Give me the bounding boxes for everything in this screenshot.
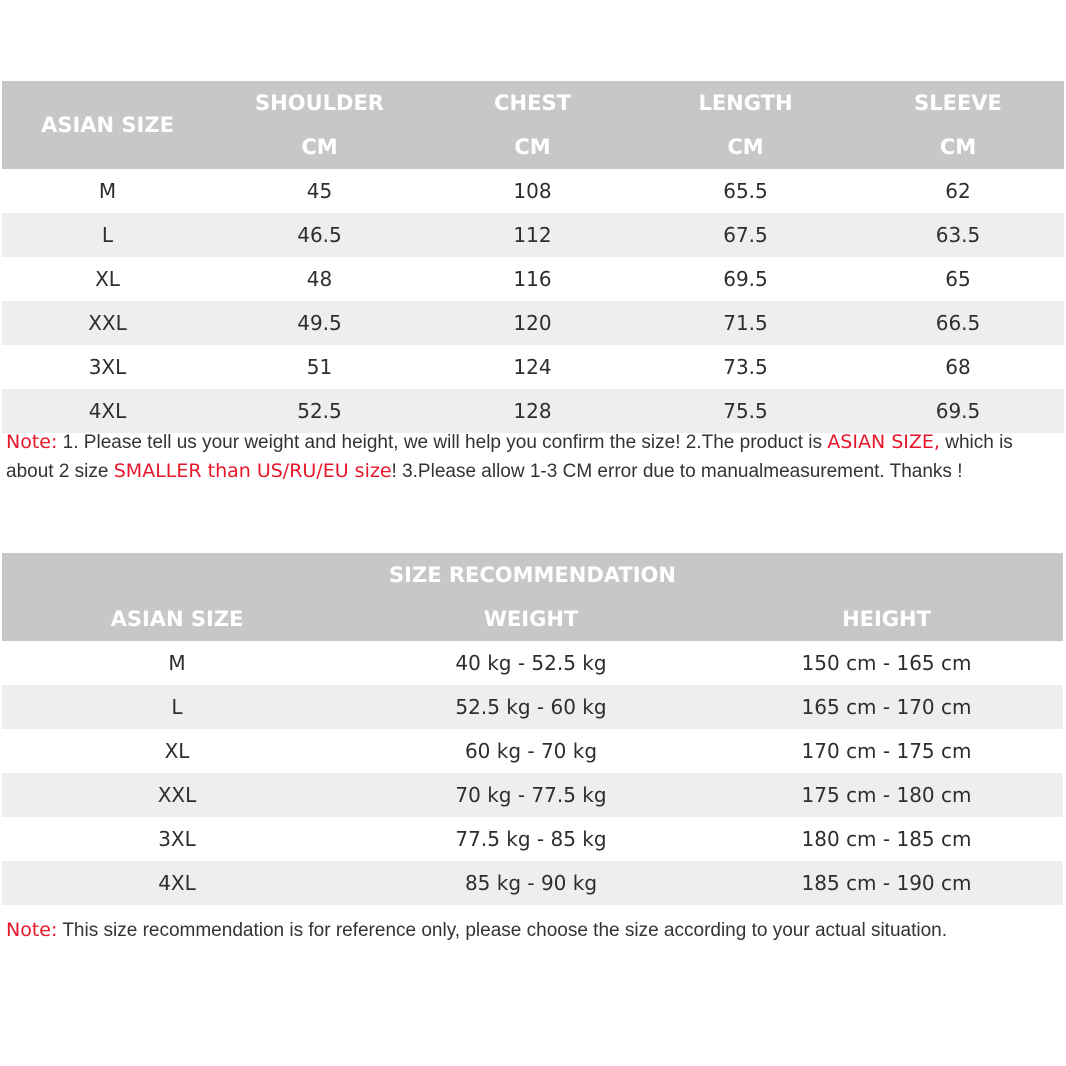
cell-shoulder: 45 [306, 179, 333, 203]
cell-shoulder: 48 [306, 267, 333, 291]
cell-height: 175 cm - 180 cm [710, 773, 1063, 817]
cell-shoulder: 49.5 [213, 301, 426, 345]
cell-length: 71.5 [639, 301, 852, 345]
cell-length: 67.5 [639, 213, 852, 257]
header-unit: CM [213, 125, 426, 169]
table-row [2, 301, 1064, 345]
cell-weight: 77.5 kg - 85 kg [455, 827, 607, 851]
cell-chest: 112 [426, 213, 639, 257]
cell-height: 165 cm - 170 cm [710, 685, 1063, 729]
cell-size: XL [164, 739, 190, 763]
cell-length: 73.5 [723, 355, 768, 379]
cell-chest: 120 [426, 301, 639, 345]
table-row [2, 389, 1064, 433]
cell-height: 180 cm - 185 cm [801, 827, 972, 851]
cell-size: XXL [2, 301, 213, 345]
cell-length: 65.5 [723, 179, 768, 203]
size-chart-table [2, 81, 1064, 433]
note-text: 1. Please tell us your weight and height, we will help you confirm the size! 2.The product is [57, 432, 828, 453]
note-label: Note: [6, 431, 58, 453]
size-chart-body [2, 169, 1064, 433]
table-row [2, 729, 1063, 773]
table-row [2, 817, 1063, 861]
note-label: Note: [6, 919, 58, 941]
cell-size: XXL [2, 773, 352, 817]
cell-length: 75.5 [639, 389, 852, 433]
recommendation-header [2, 553, 1063, 641]
cell-size: M [168, 651, 186, 675]
cell-size: L [2, 685, 352, 729]
cell-size: L [2, 213, 213, 257]
recommendation-body [2, 641, 1063, 905]
cell-size: 3XL [158, 827, 196, 851]
note-text: ! 3.Please allow 1-3 CM error due to manualmeasurement. Thanks ! [391, 461, 963, 482]
cell-shoulder: 51 [306, 355, 333, 379]
cell-weight: 85 kg - 90 kg [352, 861, 710, 905]
note-text: This size recommendation is for reference only, please choose the size according to your actual situation. [57, 920, 947, 941]
cell-sleeve: 62 [945, 179, 971, 203]
cell-size: 4XL [2, 861, 352, 905]
cell-sleeve: 63.5 [852, 213, 1064, 257]
header-shoulder: SHOULDER [213, 81, 426, 125]
cell-shoulder: 46.5 [213, 213, 426, 257]
cell-sleeve: 68 [945, 355, 971, 379]
table-row [2, 861, 1063, 905]
cell-sleeve: 65 [945, 267, 971, 291]
cell-size: M [98, 179, 117, 203]
cell-size: 4XL [2, 389, 213, 433]
table-row [2, 685, 1063, 729]
cell-height: 185 cm - 190 cm [710, 861, 1063, 905]
recommendation-note [6, 916, 1056, 945]
cell-length: 69.5 [723, 267, 768, 291]
cell-sleeve: 69.5 [852, 389, 1064, 433]
cell-chest: 124 [513, 355, 552, 379]
note-text: which is about 2 size [6, 432, 1013, 482]
header-height: HEIGHT [710, 597, 1063, 641]
cell-height: 150 cm - 165 cm [801, 651, 972, 675]
header-weight: WEIGHT [352, 597, 710, 641]
size-chart-header [2, 81, 1064, 169]
table-row [2, 641, 1063, 685]
header-unit: CM [426, 125, 639, 169]
cell-sleeve: 66.5 [852, 301, 1064, 345]
cell-weight: 60 kg - 70 kg [464, 739, 598, 763]
header-unit: CM [852, 125, 1064, 169]
size-recommendation-table [2, 553, 1063, 905]
header-length: LENGTH [639, 81, 852, 125]
cell-weight: 70 kg - 77.5 kg [352, 773, 710, 817]
recommendation-title: SIZE RECOMMENDATION [2, 553, 1063, 597]
cell-height: 170 cm - 175 cm [801, 739, 972, 763]
cell-shoulder: 52.5 [213, 389, 426, 433]
cell-size: XL [95, 267, 120, 291]
header-asian-size: ASIAN SIZE [2, 81, 213, 169]
size-note [6, 428, 1064, 486]
header-chest: CHEST [426, 81, 639, 125]
table-row [2, 257, 1064, 301]
cell-chest: 128 [426, 389, 639, 433]
header-unit: CM [639, 125, 852, 169]
table-row [2, 169, 1064, 213]
cell-chest: 116 [513, 267, 552, 291]
header-asian-size: ASIAN SIZE [2, 597, 352, 641]
cell-weight: 52.5 kg - 60 kg [352, 685, 710, 729]
cell-size: 3XL [88, 355, 127, 379]
cell-weight: 40 kg - 52.5 kg [455, 651, 607, 675]
table-row [2, 773, 1063, 817]
table-row [2, 345, 1064, 389]
table-row [2, 213, 1064, 257]
cell-chest: 108 [513, 179, 552, 203]
note-highlight-asian-size: ASIAN SIZE, [827, 431, 940, 453]
header-sleeve: SLEEVE [852, 81, 1064, 125]
note-highlight-smaller: SMALLER than US/RU/EU size [113, 460, 392, 482]
